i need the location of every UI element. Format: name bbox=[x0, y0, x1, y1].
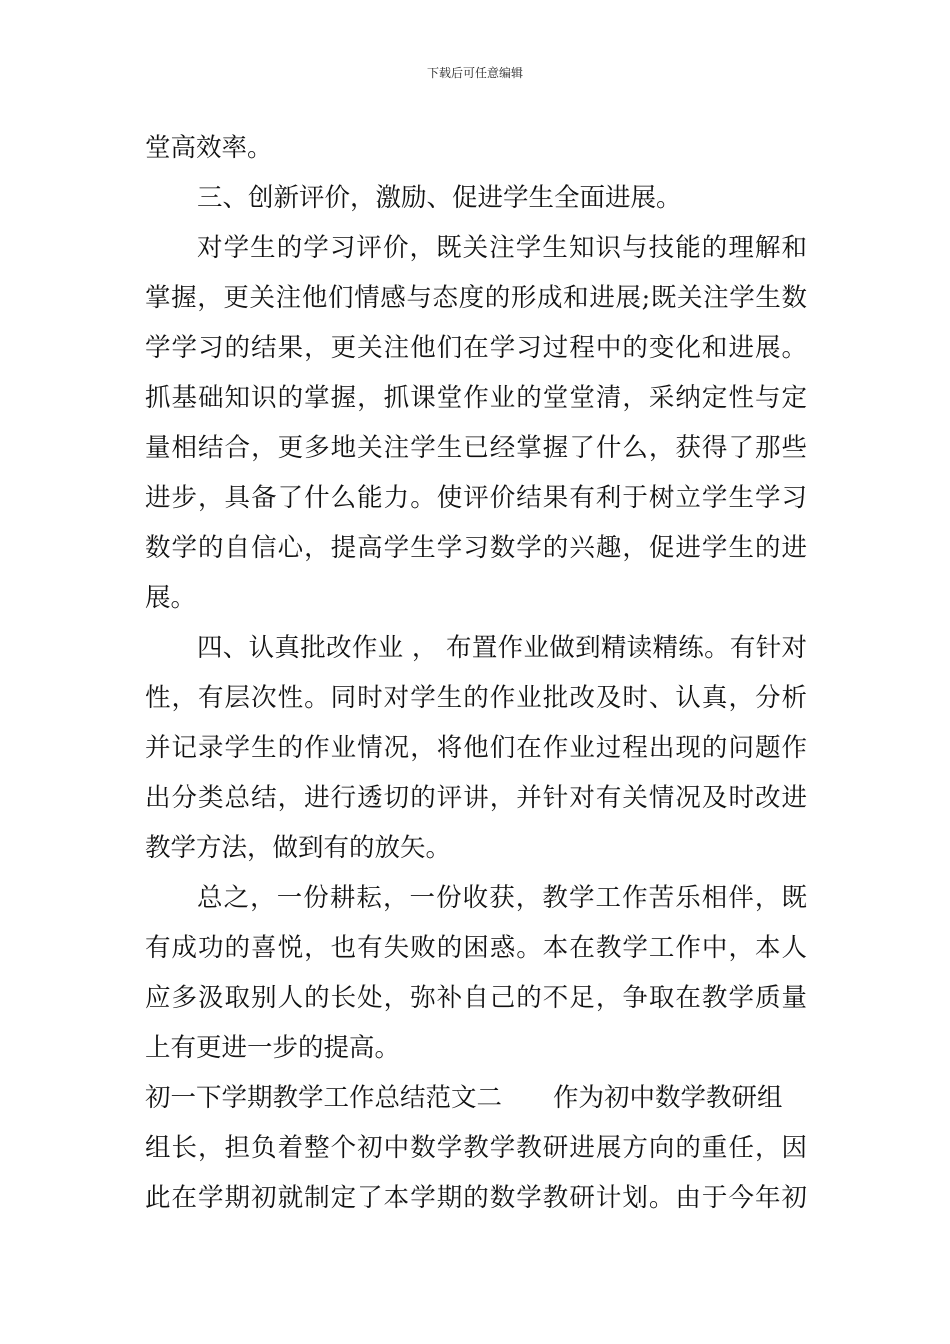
text-line: 此在学期初就制定了本学期的数学教研计划。由于今年初 bbox=[145, 1183, 807, 1213]
text-line: 堂高效率。 bbox=[145, 133, 273, 163]
text-line: 应多汲取别人的长处，弥补自己的不足，争取在教学质量 bbox=[145, 983, 807, 1013]
text-line: 进步，具备了什么能力。使评价结果有利于树立学生学习 bbox=[145, 483, 807, 513]
text-line: 数学的自信心，提高学生学习数学的兴趣，促进学生的进 bbox=[145, 533, 807, 563]
text-line: 出分类总结，进行透切的评讲，并针对有关情况及时改进 bbox=[145, 783, 807, 813]
text-line: 组长，担负着整个初中数学教学教研进展方向的重任，因 bbox=[145, 1133, 807, 1163]
text-line: 上有更进一步的提高。 bbox=[145, 1033, 401, 1063]
document-body bbox=[145, 123, 807, 1223]
section-heading: 三、创新评价，激励、促进学生全面进展。 bbox=[197, 183, 682, 213]
text-line: 并记录学生的作业情况，将他们在作业过程出现的问题作 bbox=[145, 733, 807, 763]
text-line: 有成功的喜悦，也有失败的困惑。本在教学工作中，本人 bbox=[145, 933, 807, 963]
text-line: 展。 bbox=[145, 583, 197, 613]
text-line: 学学习的结果，更关注他们在学习过程中的变化和进展。 bbox=[145, 333, 807, 363]
page-header: 下载后可任意编辑 bbox=[426, 66, 523, 80]
text-line: 教学方法，做到有的放矢。 bbox=[145, 833, 452, 863]
text-line: 抓基础知识的掌握，抓课堂作业的堂堂清，采纳定性与定 bbox=[145, 383, 807, 413]
text-line: 总之，一份耕耘，一份收获，教学工作苦乐相伴，既 bbox=[197, 883, 807, 913]
text-line: 量相结合，更多地关注学生已经掌握了什么，获得了那些 bbox=[145, 433, 807, 463]
text-line: 性，有层次性。同时对学生的作业批改及时、认真，分析 bbox=[145, 683, 807, 713]
article-title-line: 初一下学期教学工作总结范文二 作为初中数学教研组 bbox=[145, 1083, 783, 1113]
text-line: 掌握，更关注他们情感与态度的形成和进展;既关注学生数 bbox=[145, 283, 807, 313]
text-line: 对学生的学习评价，既关注学生知识与技能的理解和 bbox=[197, 233, 807, 263]
section-heading: 四、认真批改作业 ， 布置作业做到精读精练。有针对 bbox=[197, 633, 807, 663]
